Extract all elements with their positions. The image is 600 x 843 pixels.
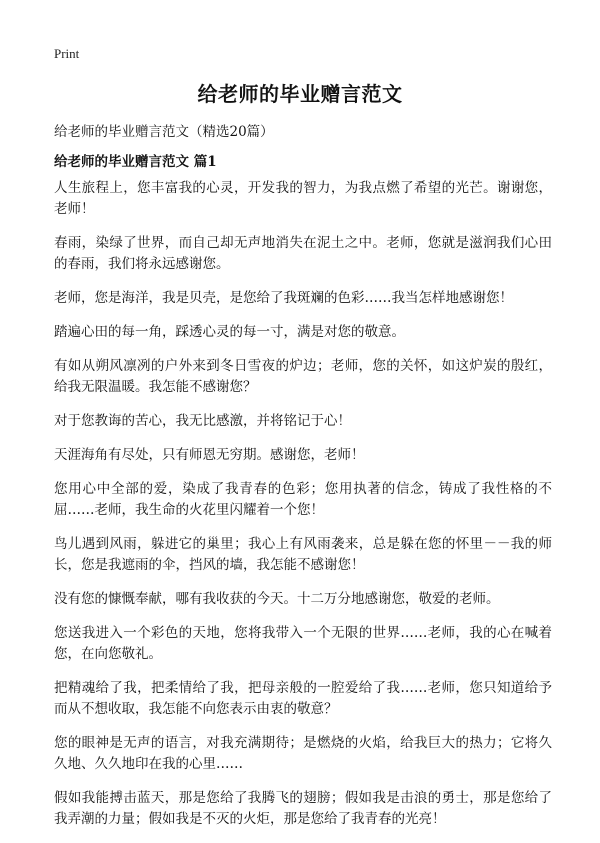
document-subtitle: 给老师的毕业赠言范文（精选20篇） [54, 124, 274, 140]
section-heading: 给老师的毕业赠言范文 篇1 [54, 154, 217, 170]
paragraph-3: 老师，您是海洋，我是贝壳，是您给了我斑斓的色彩……我当怎样地感谢您！ [54, 290, 513, 306]
page-title: 给老师的毕业赠言范文 [197, 82, 403, 106]
paragraph-4: 踏遍心田的每一角，踩透心灵的每一寸，满是对您的敬意。 [54, 324, 405, 340]
paragraph-13: 您的眼神是无声的语言，对我充满期待；是燃烧的火焰，给我巨大的热力；它将久久地、久久地印在我的心里…… [54, 735, 552, 772]
paragraph-10: 没有您的慷慨奉献，哪有我收获的今天。十二万分地感谢您，敬爱的老师。 [54, 591, 500, 607]
paragraph-9: 鸟儿遇到风雨，躲进它的巢里；我心上有风雨袭来，总是躲在您的怀里－－我的师长，您是我遮雨的伞，挡风的墙，我怎能不感谢您！ [54, 536, 552, 573]
article-body [54, 178, 552, 843]
paragraph-2: 春雨，染绿了世界，而自己却无声地消失在泥土之中。老师，您就是滋润我们心田的春雨，我们将永远感谢您。 [54, 235, 552, 272]
paragraph-5: 有如从朔风凛冽的户外来到冬日雪夜的炉边；老师，您的关怀，如这炉炭的殷红，给我无限温暖。我怎能不感谢您？ [54, 358, 552, 395]
paragraph-12: 把精魂给了我，把柔情给了我，把母亲般的一腔爱给了我……老师，您只知道给予而从不想收取，我怎能不向您表示由衷的敬意？ [54, 680, 552, 717]
paragraph-7: 天涯海角有尽处，只有师恩无穷期。感谢您，老师！ [54, 447, 365, 463]
paragraph-8: 您用心中全部的爱，染成了我青春的色彩；您用执著的信念，铸成了我性格的不屈……老师，我生命的火花里闪耀着一个您！ [54, 481, 552, 518]
paragraph-1: 人生旅程上，您丰富我的心灵，开发我的智力，为我点燃了希望的光芒。谢谢您，老师！ [54, 180, 552, 217]
paragraph-6: 对于您教诲的苦心，我无比感激，并将铭记于心！ [54, 413, 351, 429]
paragraph-14: 假如我能搏击蓝天，那是您给了我腾飞的翅膀；假如我是击浪的勇士，那是您给了我弄潮的力量；假如我是不灭的火炬，那是您给了我青春的光亮！ [54, 790, 552, 827]
print-link[interactable]: Print [54, 46, 80, 61]
paragraph-11: 您送我进入一个彩色的天地，您将我带入一个无限的世界……老师，我的心在喊着您，在向您敬礼。 [54, 625, 552, 662]
